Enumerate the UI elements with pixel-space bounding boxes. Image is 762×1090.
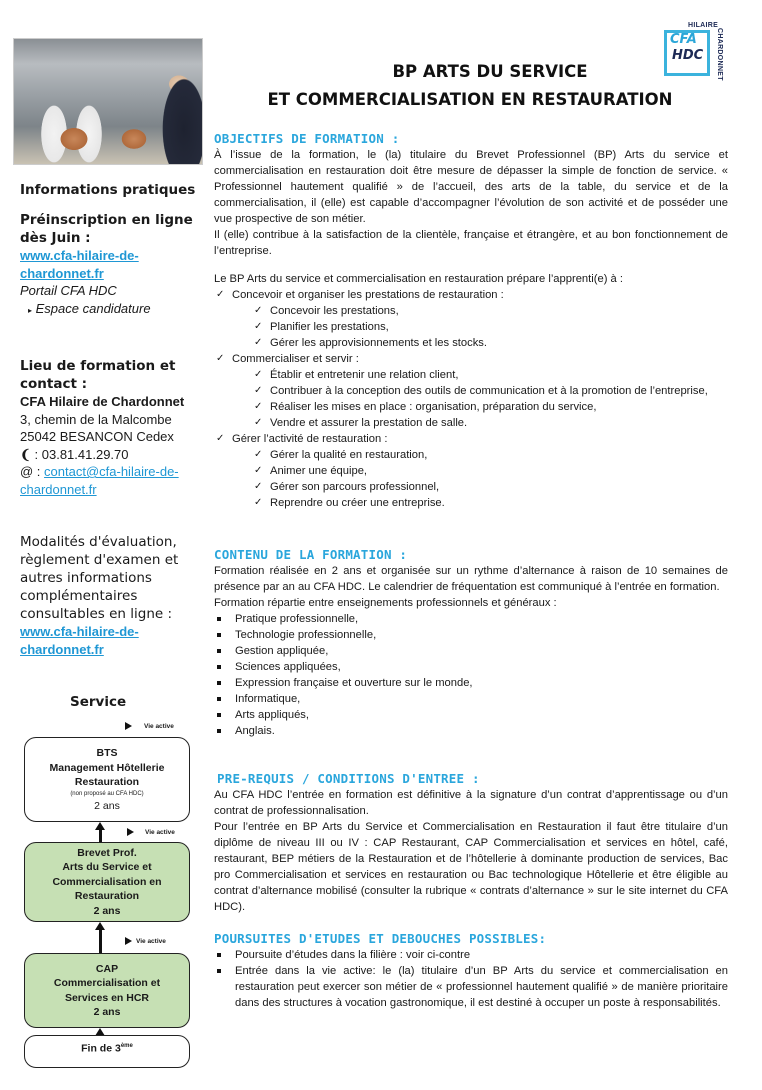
vie-active-label: Vie active: [136, 938, 166, 945]
poursuites-heading: POURSUITES D'ETUDES ET DEBOUCHES POSSIBLES:: [214, 931, 547, 946]
sidebar-modalites: [20, 533, 210, 658]
objectifs-intro: Le BP Arts du service et commercialisation en restauration prépare l’apprenti(e) à :: [214, 273, 623, 285]
bullet-item: Entrée dans la vie active: le (la) titulaire d’un BP Arts du service et commercialisation en restauration peut exercer son métier de « professionnel hautement qualifié » de manière prioritaire dans des structures à vocation gastronomique, il est destiné à occuper un poste à responsabilités.: [214, 963, 728, 1011]
vie-active-label: Vie active: [145, 829, 175, 836]
objectifs-heading: OBJECTIFS DE FORMATION :: [214, 131, 400, 146]
bullet-item: Gestion appliquée,: [214, 643, 728, 659]
bullet-item: Arts appliqués,: [214, 707, 728, 723]
connector-line: [99, 829, 102, 842]
check-subitem: ✓ Reprendre ou créer une entreprise.: [214, 495, 728, 511]
header-photo: [13, 38, 203, 165]
bullet-item: Pratique professionnelle,: [214, 611, 728, 627]
bullet-item: Sciences appliquées,: [214, 659, 728, 675]
vie-active-label: Vie active: [144, 723, 174, 730]
check-item: ✓ Concevoir et organiser les prestations de restauration :: [214, 287, 728, 303]
contenu-p2: Formation répartie entre enseignements professionnels et généraux :: [214, 597, 557, 609]
email-row: @ : contact@cfa-hilaire-de- chardonnet.fr: [20, 464, 179, 497]
logo-hilaire-text: HILAIRE: [688, 22, 719, 29]
preinscription-link[interactable]: www.cfa-hilaire-de- chardonnet.fr: [20, 248, 139, 281]
arrow-right-icon: [127, 828, 134, 836]
org-name: CFA Hilaire de Chardonnet: [20, 394, 185, 409]
check-subitem: ✓ Gérer les approvisionnements et les stocks.: [214, 335, 728, 351]
email-link[interactable]: contact@cfa-hilaire-de- chardonnet.fr: [20, 464, 179, 497]
box-fin-de-3eme: Fin de 3ème: [24, 1035, 190, 1068]
prerequis-heading: PRE-REQUIS / CONDITIONS D'ENTREE :: [217, 771, 480, 786]
lieu-heading: Lieu de formation et contact :: [20, 358, 176, 392]
prerequis-p1: Au CFA HDC l’entrée en formation est définitive à la signature d’un contrat d’apprentissage ou d’un contrat de professionnalisation.: [214, 789, 728, 817]
sidebar-contact: [20, 357, 210, 498]
bullet-item: Technologie professionnelle,: [214, 627, 728, 643]
check-subitem: ✓ Contribuer à la conception des outils de communication et à la promotion de l’entreprise,: [214, 383, 728, 399]
check-item: ✓ Commercialiser et servir :: [214, 351, 728, 367]
section-prerequis: [214, 771, 728, 915]
box-brevet-prof: Brevet Prof. Arts du Service et Commercialisation en Restauration 2 ans: [24, 842, 190, 922]
portail-text: Portail CFA HDC: [20, 283, 117, 298]
check-subitem: ✓ Établir et entretenir une relation client,: [214, 367, 728, 383]
check-subitem: ✓ Planifier les prestations,: [214, 319, 728, 335]
espace-candidature: ▸ Espace candidature: [28, 300, 151, 316]
bullet-item: Anglais.: [214, 723, 728, 739]
check-subitem: ✓ Gérer la qualité en restauration,: [214, 447, 728, 463]
check-subitem: ✓ Animer une équipe,: [214, 463, 728, 479]
section-poursuites: [214, 931, 728, 1011]
bullet-item: Expression française et ouverture sur le monde,: [214, 675, 728, 691]
bullet-item: Poursuite d’études dans la filière : voir ci-contre: [214, 947, 728, 963]
arrow-right-icon: [125, 937, 132, 945]
box-cap: CAP Commercialisation et Services en HCR 2 ans: [24, 953, 190, 1028]
logo-chardonnet-text: CHARDONNET: [716, 28, 723, 81]
cfa-hdc-logo: [664, 18, 726, 80]
logo-cfa-text: CFA: [670, 32, 697, 47]
modalites-text: Modalités d'évaluation, règlement d'examen et autres informations complémentaires consultables en ligne :: [20, 534, 179, 622]
connector-line: [99, 929, 102, 953]
objectifs-p2: Il (elle) contribue à la satisfaction de la clientèle, française et étrangère, et au bon fonctionnement de l’entreprise.: [214, 229, 728, 257]
modalites-link[interactable]: www.cfa-hilaire-de- chardonnet.fr: [20, 624, 139, 657]
address-line-2: 25042 BESANCON Cedex: [20, 429, 174, 444]
phone-row: ❨ : 03.81.41.29.70: [20, 446, 129, 462]
page-title: [220, 58, 720, 114]
title-line-2: ET COMMERCIALISATION EN RESTAURATION: [267, 90, 673, 109]
prerequis-p2: Pour l’entrée en BP Arts du Service et Commercialisation en Restauration il faut être titulaire d’un diplôme de niveau III ou IV : CAP Restaurant, CAP Commercialisation et services en hôtel, café, restaurant, BEP métiers de la Restauration et de l’hôtellerie à dominante production de services, Bac pro Commercialisation et services en restauration ou Bac technologique Hôtellerie et être éligible au contrat d’alternance mobilisé (consulter la rubrique « contrats d’alternance » sur le site internet du CFA HDC).: [214, 821, 728, 913]
arrow-right-icon: [125, 722, 132, 730]
address-line-1: 3, chemin de la Malcombe: [20, 411, 172, 427]
objectifs-p1: À l’issue de la formation, le (la) titulaire du Brevet Professionnel (BP) Arts du service et commercialisation en restauration doit être mesure de dépasser la simple de fonction de service. « Professionnel hautement qualifié » de l’accueil, des arts de la table, du service et de la commercialisation, il (elle) est capable d’accompagner l’évolution de son activité et de posséder une vue prospective de son métier.: [214, 149, 728, 225]
info-heading: Informations pratiques: [20, 182, 196, 198]
preinscription-heading: Préinscription en ligne dès Juin :: [20, 212, 193, 246]
sidebar-info: [20, 181, 210, 319]
box-bts: BTS Management Hôtellerie Restauration (non proposé au CFA HDC) 2 ans: [24, 737, 190, 822]
bullet-item: Informatique,: [214, 691, 728, 707]
section-objectifs: [214, 131, 728, 511]
check-item: ✓ Gérer l’activité de restauration :: [214, 431, 728, 447]
contenu-p1: Formation réalisée en 2 ans et organisée sur un rythme d’alternance à raison de 10 semaines de présence par an au CFA HDC. Le calendrier de fréquentation est communiqué à l’entrée en formation.: [214, 565, 728, 593]
check-subitem: ✓ Vendre et assurer la prestation de salle.: [214, 415, 728, 431]
contenu-heading: CONTENU DE LA FORMATION :: [214, 547, 408, 562]
diagram-title: Service: [70, 694, 127, 710]
check-subitem: ✓ Concevoir les prestations,: [214, 303, 728, 319]
caret-right-icon: ▸: [28, 305, 33, 315]
check-subitem: ✓ Gérer son parcours professionnel,: [214, 479, 728, 495]
section-contenu: [214, 547, 728, 739]
phone-icon: ❨: [20, 446, 31, 462]
check-subitem: ✓ Réaliser les mises en place : organisation, préparation du service,: [214, 399, 728, 415]
title-line-1: BP ARTS DU SERVICE: [392, 62, 588, 81]
logo-hdc-text: HDC: [672, 48, 704, 63]
